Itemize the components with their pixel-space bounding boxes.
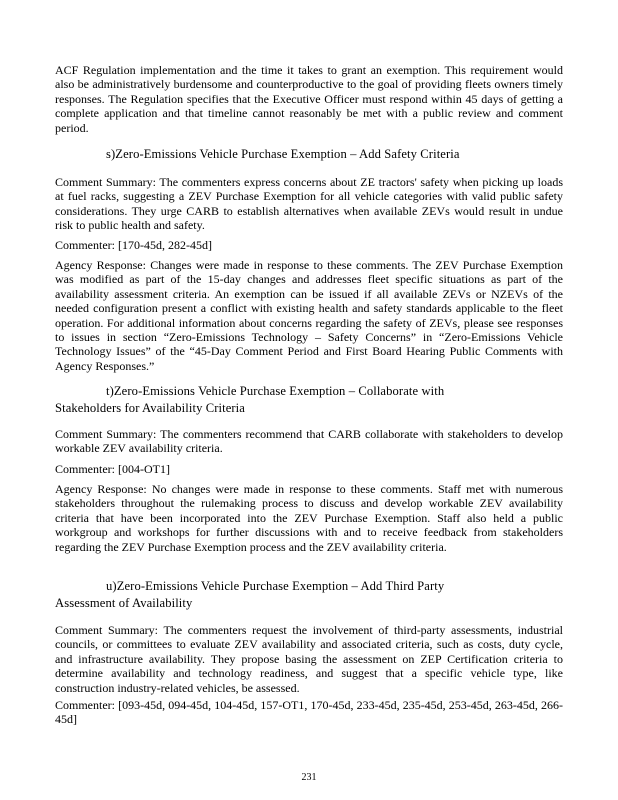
- section-t-agency-response: Agency Response: No changes were made in response to these comments. Staff met with numerous stakeholders throughout the rulemaking process to discuss and develop workable ZEV availability criteria that have been incorporated into the ZEV Purchase Exemption. Staff also held a public workgroup and workshops for further discussions with and to receive feedback from stakeholders regarding the ZEV Purchase Exemption process and the ZEV availability criteria.: [55, 482, 563, 554]
- section-s-agency-response: Agency Response: Changes were made in response to these comments. The ZEV Purchase Exemption was modified as part of the 15-day changes and addresses fleet specific situations as part of the availability assessment criteria. An exemption can be issued if all available ZEVs or NZEVs of the needed configuration present a conflict with existing health and safety standards applicable to the fleet operation. For additional information about concerns regarding the safety of ZEVs, please see responses to issues in section “Zero-Emissions Technology – Safety Concerns” in “Zero-Emissions Vehicle Technology Issues” of the “45-Day Comment Period and First Board Hearing Public Comments with Agency Responses.”: [55, 258, 563, 373]
- section-t-comment-summary: Comment Summary: The commenters recommend that CARB collaborate with stakeholders to develop workable ZEV availability criteria.: [55, 427, 563, 456]
- section-t-heading-line2: Stakeholders for Availability Criteria: [55, 401, 245, 415]
- intro-paragraph: ACF Regulation implementation and the time it takes to grant an exemption. This requirement would also be administratively burdensome and counterproductive to the goal of providing fleets owners timely responses. The Regulation specifies that the Executive Officer must respond within 45 days of getting a complete application and that timeline cannot reasonably be met with a public review and comment period.: [55, 63, 563, 135]
- section-t-heading-line1: t)Zero-Emissions Vehicle Purchase Exemption – Collaborate with: [106, 384, 445, 398]
- section-t-commenter: Commenter: [004-OT1]: [55, 462, 170, 476]
- section-u-heading-line2: Assessment of Availability: [55, 596, 193, 610]
- section-s-comment-summary: Comment Summary: The commenters express concerns about ZE tractors' safety when picking up loads at fuel racks, suggesting a ZEV Purchase Exemption for all vehicle categories with valid public safety considerations. They urge CARB to establish alternatives when available ZEVs would result in undue risk to public health and safety.: [55, 175, 563, 233]
- section-s-heading: s)Zero-Emissions Vehicle Purchase Exemption – Add Safety Criteria: [106, 147, 460, 161]
- section-s-commenter: Commenter: [170-45d, 282-45d]: [55, 238, 212, 252]
- section-u-heading-line1: u)Zero-Emissions Vehicle Purchase Exemption – Add Third Party: [106, 579, 445, 593]
- section-u-commenter: Commenter: [093-45d, 094-45d, 104-45d, 157-OT1, 170-45d, 233-45d, 235-45d, 253-45d, 263-45d, 266-45d]: [55, 698, 563, 727]
- page-number: 231: [301, 772, 317, 783]
- section-u-comment-summary: Comment Summary: The commenters request the involvement of third-party assessments, industrial councils, or committees to evaluate ZEV availability and associated criteria, such as costs, duty cycle, and infrastructure availability. They propose basing the assessment on ZEP Certification criteria to determine availability and technology readiness, and suggest that a specific vehicle type, like construction industry-related vehicles, be assessed.: [55, 623, 563, 695]
